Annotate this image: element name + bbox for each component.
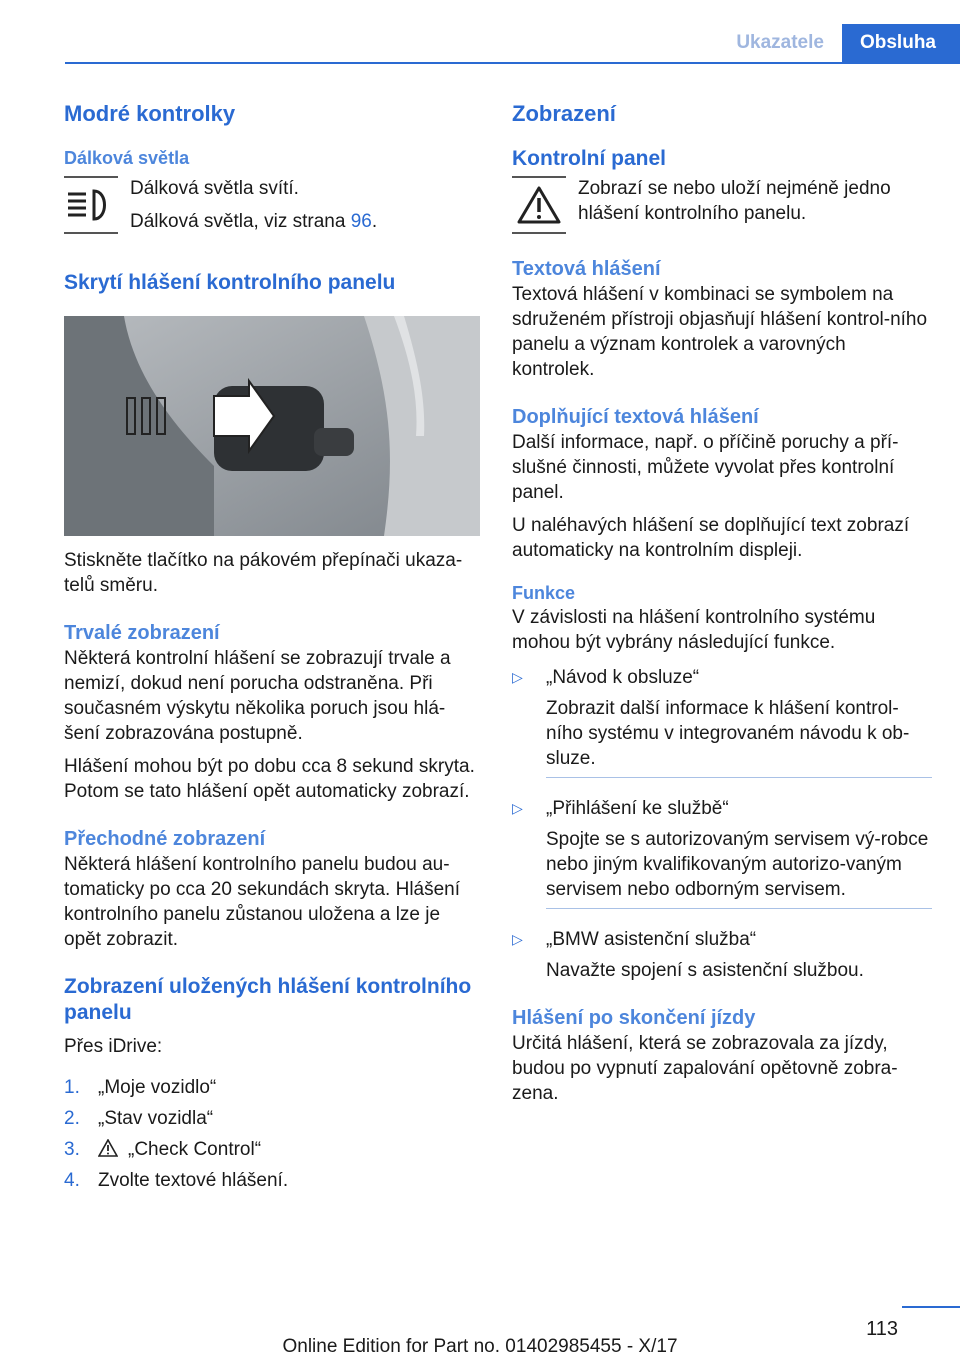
- left-column: [64, 100, 480, 1199]
- kontrolni-paragraph: Zobrazí se nebo uloží nejméně jedno hlášení kontrolního panelu.: [578, 178, 891, 224]
- list-item: [512, 796, 932, 919]
- heading-ulozenych-hlaseni: Zobrazení uložených hlášení kontrolního panelu: [64, 975, 472, 1024]
- doplnujici-paragraph-1: Další informace, např. o příčině poruchy a pří‐slušné činnosti, můžete vyvolat přes kontrolní panel.: [512, 432, 899, 503]
- tab-obsluha[interactable]: Obsluha: [842, 24, 960, 62]
- list-item: 2. „Stav vozidla“: [64, 1108, 214, 1129]
- heading-zobrazeni: Zobrazení: [512, 101, 616, 126]
- divider: [546, 777, 932, 778]
- page-link-96[interactable]: 96: [350, 211, 372, 232]
- list-item: [512, 665, 932, 788]
- trvale-paragraph-2: Hlášení mohou být po dobu cca 8 sekund skryta. Potom se tato hlášení opět automaticky zobrazí.: [64, 756, 475, 802]
- triangle-bullet-icon: ▷: [512, 669, 523, 685]
- dalkova-row: [64, 176, 480, 234]
- heading-modre-kontrolky: Modré kontrolky: [64, 101, 236, 126]
- list-item: 1. „Moje vozidlo“: [64, 1077, 217, 1098]
- heading-kontrolni-panel: Kontrolní panel: [512, 147, 666, 170]
- high-beam-icon: [64, 176, 118, 234]
- po-skonceni-paragraph: Určitá hlášení, která se zobrazovala za jízdy, budou po vypnutí zapalování opětovně zobra‐zena.: [512, 1033, 898, 1104]
- function-desc: Navažte spojení s asistenční službou.: [546, 960, 864, 981]
- turn-signal-lever-photo: [64, 316, 480, 536]
- triangle-bullet-icon: ▷: [512, 800, 523, 816]
- list-item: 4. Zvolte textové hlášení.: [64, 1170, 289, 1191]
- header-rule: [65, 62, 960, 64]
- list-item: [512, 927, 932, 983]
- heading-prechodne-zobrazeni: Přechodné zobrazení: [64, 828, 266, 850]
- triangle-bullet-icon: ▷: [512, 931, 523, 947]
- dalkova-text-1: Dálková světla svítí.: [130, 178, 299, 199]
- heading-funkce: Funkce: [512, 583, 576, 603]
- function-title: „Návod k obsluze“: [546, 667, 700, 688]
- funkce-paragraph: V závislosti na hlášení kontrolního systému mohou být vybrány následující funkce.: [512, 607, 876, 653]
- heading-skryti-hlaseni: Skrytí hlášení kontrolního panelu: [64, 271, 396, 294]
- pres-idrive: Přes iDrive:: [64, 1036, 163, 1057]
- photo-caption: Stiskněte tlačítko na pákovém přepínači ukaza‐telů směru.: [64, 550, 463, 596]
- heading-hlaseni-po-skonceni: Hlášení po skončení jízdy: [512, 1007, 756, 1029]
- function-desc: Spojte se s autorizovaným servisem vý‐robce nebo jiným kvalifikovaným autorizo‐vaným servisem nebo odborným servisem.: [546, 829, 929, 900]
- footer-edition: Online Edition for Part no. 01402985455 - X/17: [282, 1336, 678, 1357]
- header-tabs: [718, 24, 960, 62]
- tab-ukazatele[interactable]: Ukazatele: [718, 24, 842, 62]
- warning-triangle-icon: [512, 176, 566, 234]
- trvale-paragraph-1: Některá kontrolní hlášení se zobrazují trvale a nemizí, dokud není porucha odstraněna. Při současném výskytu několika poruch jsou hlá‐šení zobrazována postupně.: [64, 648, 451, 744]
- doplnujici-paragraph-2: U naléhavých hlášení se doplňující text zobrazí automaticky na kontrolním displeji.: [512, 515, 910, 561]
- warning-triangle-icon: [98, 1137, 128, 1162]
- heading-trvale-zobrazeni: Trvalé zobrazení: [64, 622, 220, 644]
- textova-paragraph: Textová hlášení v kombinaci se symbolem na sdruženém přístroji objasňují hlášení kontrol‐ního panelu a význam kontrolek a varovných kontrolek.: [512, 284, 928, 380]
- function-desc: Zobrazit další informace k hlášení kontrol‐ního systému v integrovaném návodu k ob‐sluze.: [546, 698, 910, 769]
- heading-dalkova-svetla: Dálková světla: [64, 148, 190, 168]
- heading-textova-hlaseni: Textová hlášení: [512, 258, 661, 280]
- kontrolni-row: [512, 176, 932, 234]
- function-title: „BMW asistenční služba“: [546, 929, 757, 950]
- dalkova-text-2: Dálková světla, viz strana 96.: [130, 211, 378, 232]
- function-title: „Přihlášení ke službě“: [546, 798, 729, 819]
- list-item: 3. „Check Control“: [64, 1139, 262, 1160]
- function-list: [512, 665, 932, 983]
- page-number: 113: [866, 1318, 898, 1340]
- right-column: [512, 100, 932, 1106]
- footer-rule: [902, 1306, 960, 1308]
- idrive-steps: [64, 1075, 480, 1193]
- prechodne-paragraph: Některá hlášení kontrolního panelu budou au‐tomaticky po cca 20 sekundách skryta. Hlášení kontrolního panelu zůstanou uložena a lze je opět zobrazit.: [64, 854, 461, 950]
- divider: [546, 908, 932, 909]
- heading-doplnujici-hlaseni: Doplňující textová hlášení: [512, 406, 759, 428]
